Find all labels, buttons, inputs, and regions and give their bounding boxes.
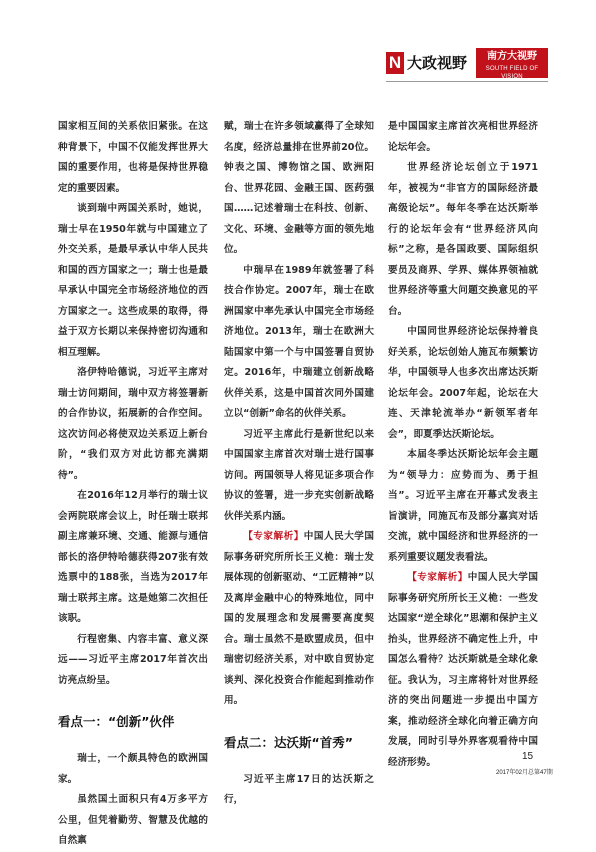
brand-title: 大政视野 [407, 54, 468, 72]
expert-analysis-label: 【专家解析】 [407, 572, 468, 583]
paragraph: 洛伊特哈德说，习近平主席对瑞士访问期间，瑞中双方将签署新的合作协议，拓展新的合作空间。这次访问必将使双边关系迈上新台阶，“我们双方对此访都充满期待”。 [58, 367, 208, 481]
masthead [386, 48, 548, 80]
paragraph: 行程密集、内容丰富、意义深远——习近平主席2017年首次出访亮点纷呈。 [58, 633, 208, 686]
paragraph: 是中国国家主席首次亮相世界经济论坛年会。 [388, 121, 538, 153]
expert-analysis-label: 【专家解析】 [243, 531, 304, 542]
expert-analysis-paragraph [388, 568, 538, 773]
paragraph-text: 中国人民大学国际事务研究所所长王义桅：瑞士发展体现的创新驱动、“工匠精神”以及离岸金融中心的特殊地位，同中国的发展理念和发展需要高度契合。瑞士虽然不是欧盟成员，但中瑞密切经济关系，对中欧自贸协定谈判、深化投资合作能起到推动作用。 [224, 531, 374, 706]
paragraph: 瑞士，一个颇具特色的欧洲国家。 [58, 753, 208, 785]
page-number: 15 [522, 751, 534, 762]
header-rule [386, 81, 548, 82]
paragraph-text: 中国人民大学国际事务研究所所长王义桅：一些发达国家“逆全球化”思潮和保护主义抬头，世界经济不确定性上升，中国怎么看待？达沃斯就是全球化象征。我认为，习主席将针对世界经济的突出问题进一步提出中国方案，推动经济全球化向着正确方向发展，同时引导外界客观看待中国经济形势。 [388, 572, 538, 768]
section-heading: 看点二：达沃斯“首秀” [224, 734, 353, 750]
paragraph: 习近平主席此行是新世纪以来中国国家主席首次对瑞士进行国事访问。两国领导人将见证多项合作协议的签署，进一步充实创新战略伙伴关系内涵。 [224, 428, 374, 522]
issue-info: 2017年02月总第47期 [496, 770, 553, 776]
paragraph: 世界经济论坛创立于1971年，被视为“非官方的国际经济最高级论坛”。每年冬季在达沃斯举行的论坛年会有“世界经济风向标”之称，是各国政要、国际组织要员及商界、学界、媒体界领袖就世界经济等重大问题交换意见的平台。 [388, 162, 538, 317]
section-heading: 看点一：“创新”伙伴 [58, 714, 175, 729]
paragraph: 中瑞早在1989年就签署了科技合作协定。2007年，瑞士在欧洲国家中率先承认中国完全市场经济地位。2013年，瑞士在欧洲大陆国家中第一个与中国签署自贸协定。2016年，中瑞建立创新战略伙伴关系，这是中国首次同外国建立以“创新”命名的伙伴关系。 [224, 264, 374, 419]
expert-analysis-paragraph [224, 527, 374, 712]
paragraph: 本届冬季达沃斯论坛年会主题为“领导力：应势而为、勇于担当”。习近平主席在开幕式发表主旨演讲，同施瓦布及部分嘉宾对话交流，就中国经济和世界经济的一系列重要议题发表看法。 [388, 449, 538, 563]
section-name-en: SOUTH FIELD OF VISION [485, 66, 539, 80]
section-name-cn: 南方大视野 [487, 51, 537, 62]
paragraph: 虽然国土面积只有4万多平方公里，但凭着勤劳、智慧及优越的自然禀 [58, 794, 208, 846]
paragraph: 在2016年12月举行的瑞士议会两院联席会议上，时任瑞士联邦副主席兼环境、交通、能源与通信部长的洛伊特哈德获得207张有效选票中的188张，当选为2017年瑞士联邦主席。这是她第二次担任该职。 [58, 490, 208, 624]
paragraph: 赋，瑞士在许多领域赢得了全球知名度，经济总量排在世界前20位。钟表之国、博物馆之国、欧洲阳台、世界花园、金融王国、医药强国……记述着瑞士在科技、创新、文化、环境、金融等方面的领先地位。 [224, 121, 374, 255]
logo-n-icon: N [386, 52, 404, 74]
column-3 [388, 117, 538, 773]
section-badge [476, 48, 548, 78]
paragraph: 国家相互间的关系依旧紧张。在这种背景下，中国不仅能发挥世界大国的重要作用，也将是保持世界稳定的重要因素。 [58, 121, 208, 194]
paragraph: 中国同世界经济论坛保持着良好关系，论坛创始人施瓦布频繁访华，中国领导人也多次出席达沃斯论坛年会。2007年起，论坛在大连、天津轮流举办“新领军者年会”，即夏季达沃斯论坛。 [388, 326, 538, 440]
paragraph: 习近平主席17日的达沃斯之行， [224, 773, 374, 805]
column-2 [224, 117, 374, 811]
paragraph: 谈到瑞中两国关系时，她说，瑞士早在1950年就与中国建立了外交关系，是最早承认中华人民共和国的西方国家之一；瑞士也是最早承认中国完全市场经济地位的西方国家之一。这些成果的取得，得益于双方长期以来保持密切沟通和相互理解。 [58, 203, 208, 358]
column-1 [58, 117, 208, 852]
